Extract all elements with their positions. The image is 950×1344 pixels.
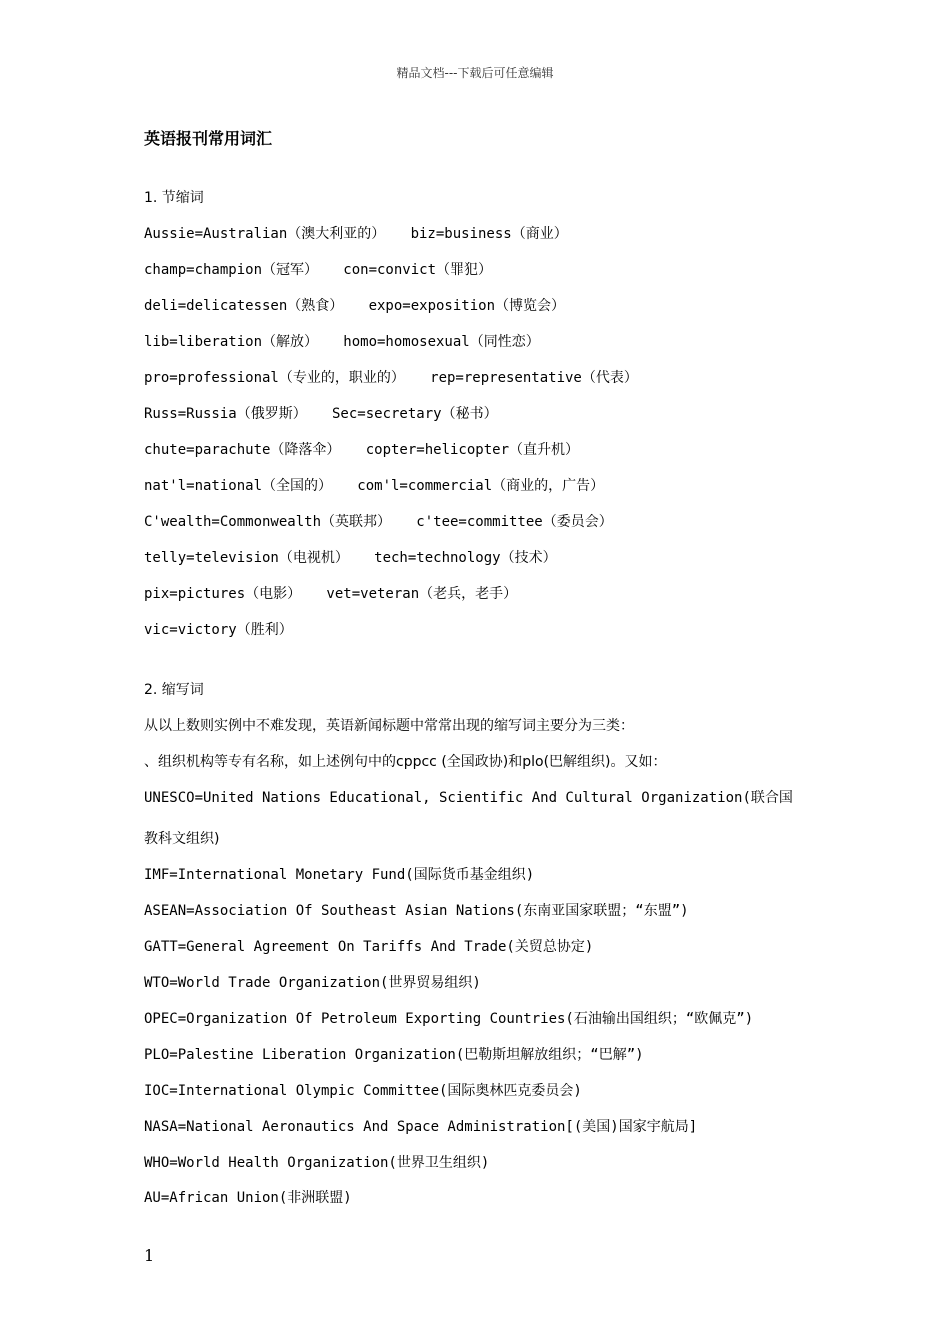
paragraph-intro: 从以上数则实例中不难发现，英语新闻标题中常常出现的缩写词主要分为三类： — [144, 718, 634, 734]
list-item: WTO=World Trade Organization(世界贸易组织) — [144, 975, 481, 991]
document-title: 英语报刊常用词汇 — [144, 129, 273, 148]
list-item-continuation: 教科文组织) — [144, 831, 220, 847]
section-heading-abbreviations: 1. 节缩词 — [144, 190, 204, 206]
list-item: NASA=National Aeronautics And Space Administration[(美国)国家宇航局] — [144, 1119, 698, 1135]
list-item: Russ=Russia（俄罗斯） Sec=secretary（秘书） — [144, 406, 498, 422]
list-item: deli=delicatessen（熟食） expo=exposition（博览会） — [144, 298, 566, 314]
list-item: nat'l=national（全国的） com'l=commercial（商业的，广告） — [144, 478, 605, 494]
list-item: IOC=International Olympic Committee(国际奥林匹克委员会) — [144, 1083, 582, 1099]
list-item: GATT=General Agreement On Tariffs And Trade(关贸总协定) — [144, 939, 594, 955]
list-item: Aussie=Australian（澳大利亚的） biz=business（商业） — [144, 226, 568, 242]
list-item: vic=victory（胜利） — [144, 622, 293, 638]
list-item: champ=champion（冠军） con=convict（罪犯） — [144, 262, 493, 278]
page-number: 1 — [144, 1246, 155, 1265]
list-item: pix=pictures（电影） vet=veteran（老兵，老手） — [144, 586, 518, 602]
list-item: telly=television（电视机） tech=technology（技术） — [144, 550, 557, 566]
list-item: IMF=International Monetary Fund(国际货币基金组织) — [144, 867, 535, 883]
list-item: chute=parachute（降落伞） copter=helicopter（直升机） — [144, 442, 580, 458]
list-item: AU=African Union(非洲联盟) — [144, 1190, 352, 1206]
section-heading-acronyms: 2. 缩写词 — [144, 682, 204, 698]
list-item: ASEAN=Association Of Southeast Asian Nations(东南亚国家联盟；“东盟”) — [144, 903, 689, 919]
page-header: 精品文档---下载后可任意编辑 — [396, 66, 554, 80]
list-item: WHO=World Health Organization(世界卫生组织) — [144, 1155, 490, 1171]
list-item: UNESCO=United Nations Educational, Scientific And Cultural Organization(联合国 — [144, 790, 793, 806]
list-item: C'wealth=Commonwealth（英联邦） c'tee=committee（委员会） — [144, 514, 613, 530]
paragraph-category: 、组织机构等专有名称，如上述例句中的cppcc (全国政协)和plo(巴解组织)。又如： — [144, 754, 667, 770]
list-item: PLO=Palestine Liberation Organization(巴勒斯坦解放组织；“巴解”) — [144, 1047, 644, 1063]
list-item: OPEC=Organization Of Petroleum Exporting Countries(石油输出国组织；“欧佩克”) — [144, 1011, 754, 1027]
list-item: lib=liberation（解放） homo=homosexual（同性恋） — [144, 334, 540, 350]
list-item: pro=professional（专业的，职业的） rep=representative（代表） — [144, 370, 638, 386]
